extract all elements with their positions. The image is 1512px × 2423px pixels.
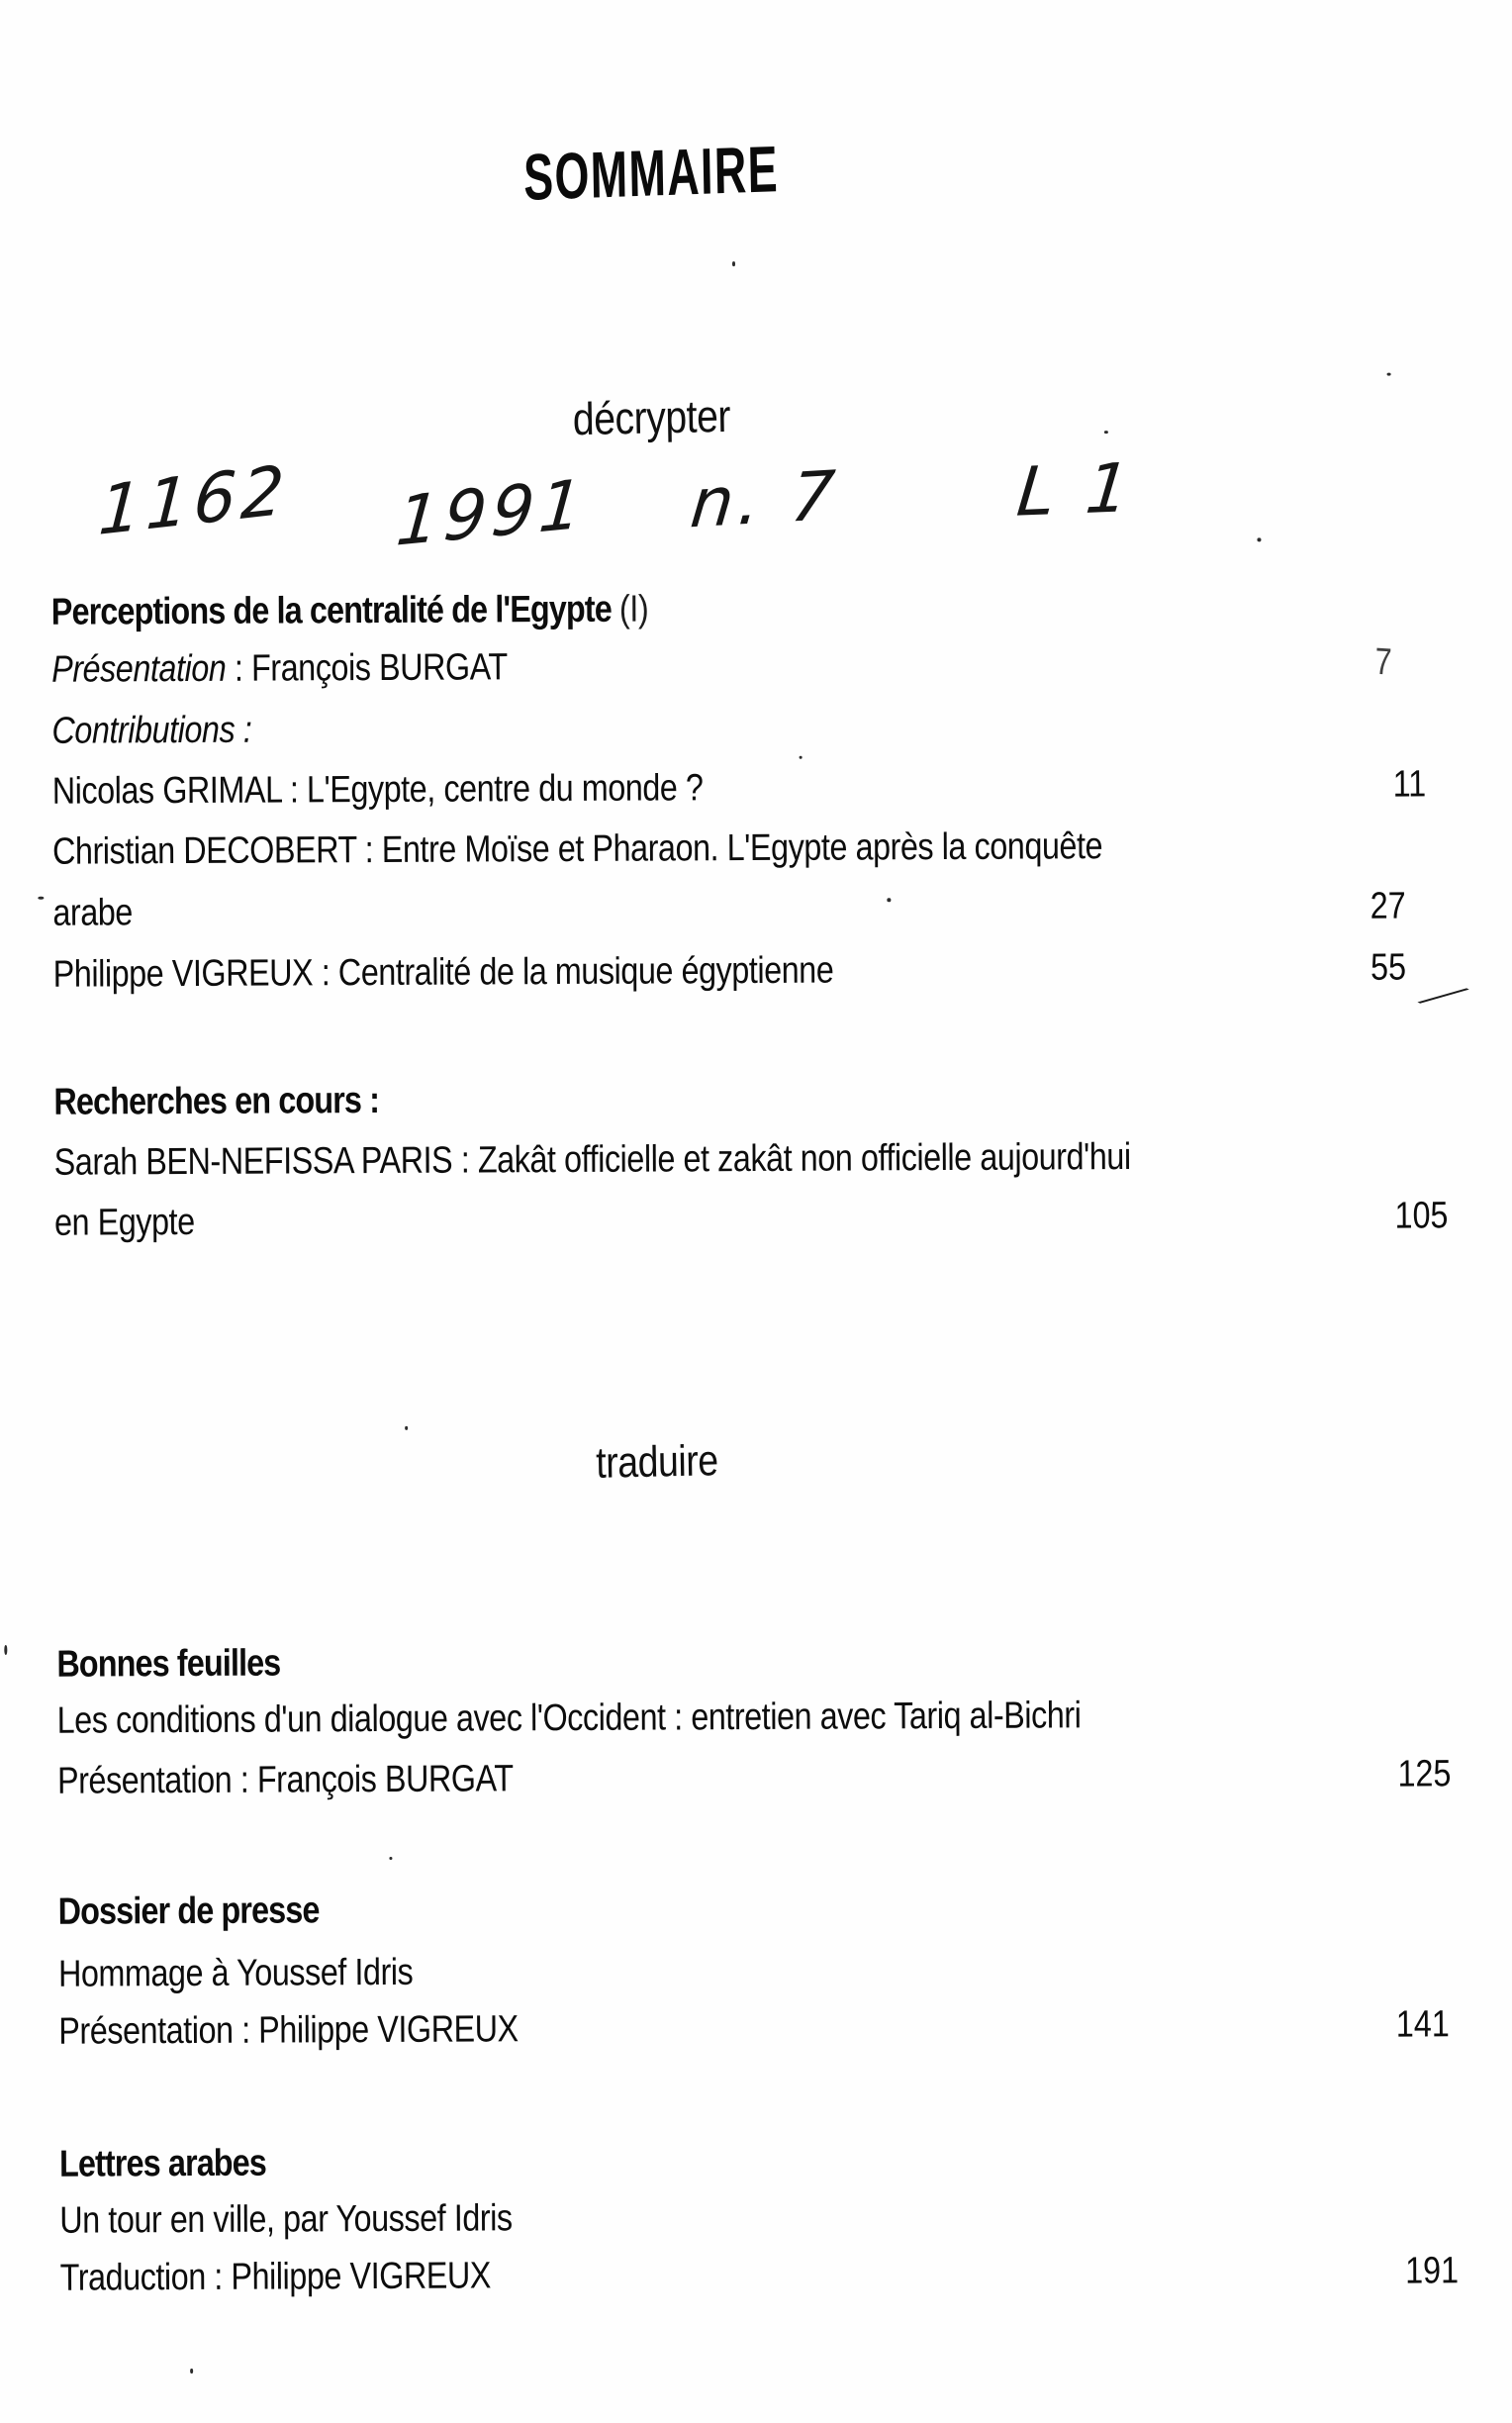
entry-text: Christian DECOBERT : Entre Moïse et Pharaon. L'Egypte après la conquête (51, 825, 1103, 873)
toc-heading-lettres-arabes (59, 2134, 1512, 2193)
entry-rest: : François BURGAT (226, 646, 508, 690)
part-heading-decrypter: décrypter (572, 389, 731, 445)
entry-lead-italic: Présentation (51, 647, 227, 691)
toc-entry-decobert-line1 (52, 822, 1510, 881)
toc-entry-conditions-dialogue (57, 1691, 1512, 1750)
pen-mark: ⟋ (1409, 971, 1475, 1022)
entry-title-suffix: (I) (618, 588, 649, 630)
section-heading: Recherches en cours : (53, 1079, 380, 1123)
handwritten-year: 1991 (393, 464, 591, 562)
entry-text: Présentation : François BURGAT (56, 1758, 514, 1802)
entry-text: Les conditions d'un dialogue avec l'Occident : entretien avec Tariq al-Bichri (56, 1695, 1082, 1742)
toc-heading-recherches (53, 1072, 1511, 1131)
page-number: 7 (1373, 640, 1392, 684)
part-heading-decrypter-band (0, 387, 1308, 447)
page-number: 11 (1392, 763, 1426, 806)
entry-text: Hommage à Youssef Idris (57, 1951, 414, 1995)
toc-entry-vigreux-musique (52, 944, 1511, 1022)
toc-entry-decobert-line2 (52, 883, 1510, 942)
page-title: SOMMAIRE (522, 132, 780, 214)
entry-text: Philippe VIGREUX : Centralité de la musique égyptienne (52, 949, 834, 996)
scan-speck (800, 756, 803, 759)
entry-text: en Egypte (53, 1201, 195, 1244)
page-number: 27 (1370, 885, 1406, 927)
scan-speck (4, 1645, 7, 1655)
title-band (0, 132, 1307, 214)
toc-entry-hommage-idris (58, 1944, 1512, 2003)
scan-speck (732, 261, 735, 266)
entry-text: arabe (52, 892, 134, 934)
toc-entry-presentation-burgat-2 (57, 1751, 1512, 1810)
handwritten-issue-number: 1162 (96, 450, 292, 552)
page-number: 125 (1396, 1753, 1452, 1795)
toc-entry-un-tour-en-ville (59, 2190, 1512, 2250)
toc-entry-presentation-vigreux (58, 2001, 1512, 2061)
scan-speck (405, 1426, 408, 1430)
toc-entry-traduction-vigreux (60, 2248, 1512, 2307)
page-number: 55 (1370, 946, 1406, 989)
toc-entry-perceptions (51, 582, 1509, 641)
section-heading: Bonnes feuilles (56, 1642, 281, 1686)
section-heading: Dossier de presse (57, 1890, 320, 1933)
scan-speck (190, 2369, 193, 2374)
toc-heading-dossier-presse (58, 1882, 1512, 1941)
toc-entry-ben-nefissa-line1 (54, 1132, 1512, 1192)
entry-title-bold: Perceptions de la centralité de l'Egypte (50, 588, 620, 633)
entry-text: Traduction : Philippe VIGREUX (59, 2255, 492, 2299)
toc-entry-presentation-burgat-1 (51, 639, 1509, 699)
scan-speck (887, 898, 891, 902)
entry-text: Présentation : Philippe VIGREUX (58, 2008, 519, 2053)
entry-text: Nicolas GRIMAL : L'Egypte, centre du monde ? (51, 767, 704, 813)
scan-speck (1387, 373, 1391, 376)
entry-text: Contributions : (51, 709, 252, 752)
entry-text: Sarah BEN-NEFISSA PARIS : Zakât officielle et zakât non officielle aujourd'hui (53, 1136, 1131, 1184)
scan-speck (38, 897, 44, 900)
page-number: 105 (1394, 1195, 1449, 1237)
part-heading-traduire-band (1, 1434, 1313, 1491)
toc-heading-bonnes-feuilles (56, 1634, 1512, 1694)
part-heading-traduire: traduire (596, 1436, 719, 1488)
toc-entry-grimal (52, 761, 1510, 821)
toc-entry-ben-nefissa-line2 (54, 1193, 1512, 1252)
scan-speck (1257, 537, 1261, 541)
entry-text (51, 587, 649, 635)
entry-text (51, 644, 508, 692)
page-number: 141 (1395, 2003, 1450, 2046)
entry-text: Un tour en ville, par Youssef Idris (59, 2197, 513, 2242)
section-heading: Lettres arabes (58, 2142, 267, 2185)
scan-speck (389, 1857, 392, 1860)
handwritten-shelfmark: L 1 (1013, 448, 1138, 533)
handwritten-number: n. 7 (687, 456, 843, 544)
page-number: 191 (1404, 2250, 1459, 2292)
scan-speck (1104, 431, 1108, 434)
toc-entry-contributions (51, 701, 1509, 760)
